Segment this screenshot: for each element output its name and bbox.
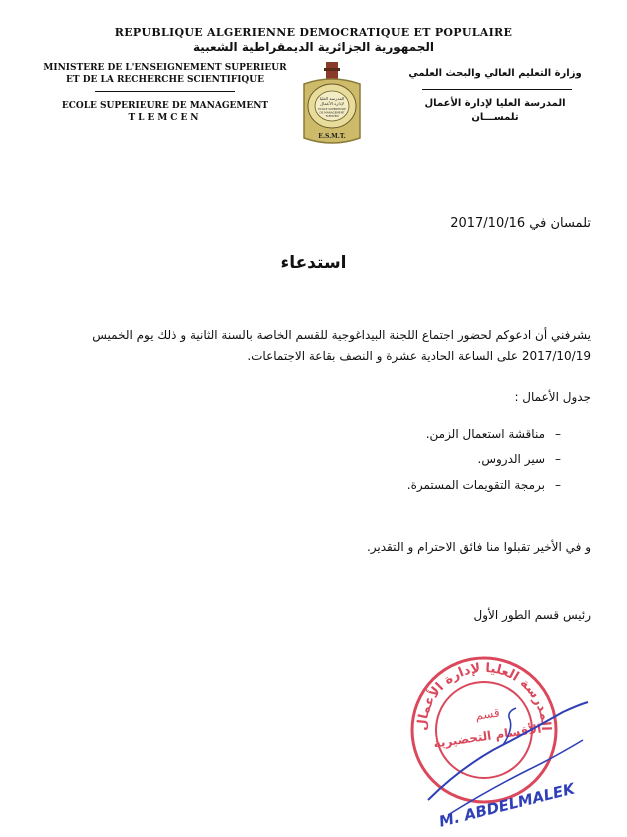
school-name-ar: المدرسة العليا لإدارة الأعمال [424,98,566,109]
agenda-title: جدول الأعمال : [514,390,591,404]
logo-line-5: TLEMCEN [325,114,339,118]
logo-line-2: لإدارة الأعمال [320,101,344,106]
city-name-fr: TLEMCEN [128,113,202,123]
agenda-bullet: – [555,478,561,492]
republic-title-fr: REPUBLIQUE ALGERIENNE DEMOCRATIQUE ET POPULAIRE [114,26,513,39]
header-divider-right [422,89,572,90]
signature-name: M. ABDELMALEK [437,779,577,831]
header-divider-left [95,91,235,92]
logo-line-6: E.S.M.T. [318,133,346,140]
logo-line-3: ECOLE SUPERIEURE [318,107,346,111]
agenda-item [426,427,571,441]
agenda-bullet: – [555,452,561,466]
date-line: تلمسان في 2017/10/16 [450,216,591,231]
agenda-item-text: برمجة التقويمات المستمرة. [406,478,545,492]
agenda-item [478,452,571,466]
ministry-name-ar: وزارة التعليم العالي والبحث العلمي [408,68,582,79]
city-name-ar: تلمســـان [471,112,519,123]
signer-title: رئيس قسم الطور الأول [473,608,591,622]
ministry-line-1-fr: MINISTERE DE L'ENSEIGNEMENT SUPERIEUR [43,63,287,73]
stamp-inner-line-1: قسم [474,705,501,723]
document-title: استدعاء [280,253,347,273]
esm-logo-icon [296,60,368,148]
stamp-inner-line-2: الأقسام التحضيرية [432,721,543,751]
agenda-item [407,478,571,492]
closing-line: و في الأخير تقبلوا منا فائق الاحترام و التقدير. [366,540,591,554]
agenda-item-text: مناقشة استعمال الزمن. [425,427,545,441]
agenda-bullet: – [555,427,561,441]
body-paragraph-line-2: 2017/10/19 على الساعة الحادية عشرة و النصف بقاعة الاجتماعات. [247,349,591,363]
school-name-fr: ECOLE SUPERIEURE DE MANAGEMENT [61,101,269,111]
agenda-item-text: سير الدروس. [477,452,545,466]
logo-line-4: DE MANAGEMENT [319,110,345,115]
body-paragraph-line-1: يشرفني أن ادعوكم لحضور اجتماع اللجنة البيداغوجية للقسم الخاصة بالسنة الثانية و ذلك يوم الخميس [92,328,591,342]
round-stamp-icon [388,650,608,835]
republic-title-ar: الجمهورية الجزائرية الديمقراطية الشعبية [192,40,435,54]
ministry-line-2-fr: ET DE LA RECHERCHE SCIENTIFIQUE [66,75,264,85]
stamp-ring-text: المدرسة العليا لإدارة الأعمال [414,660,554,732]
logo-line-1: المدرسة العليا [319,96,345,101]
